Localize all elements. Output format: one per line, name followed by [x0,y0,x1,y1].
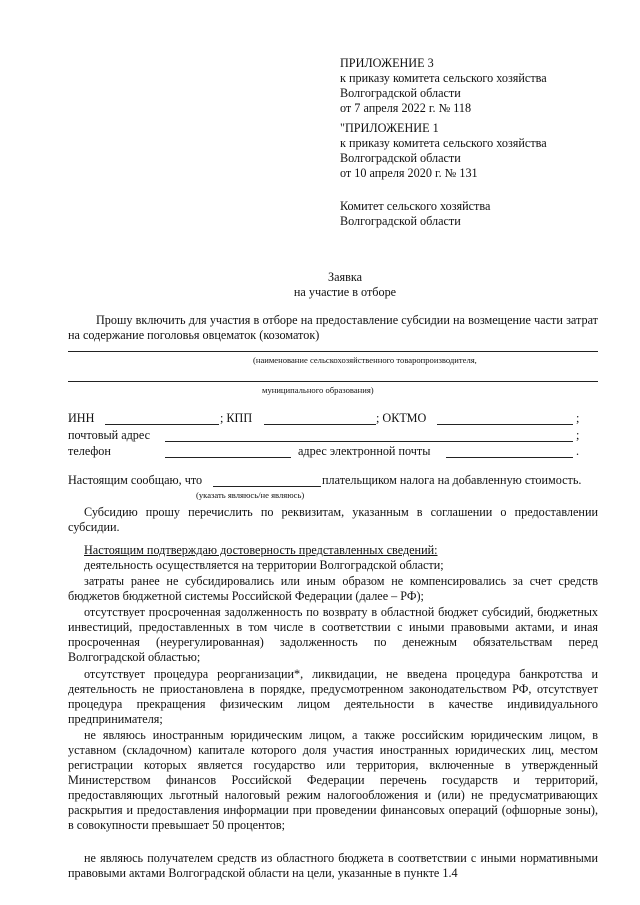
confirm-title: Настоящим подтверждаю достоверность представленных сведений: [84,543,438,557]
subsidy-paragraph: Субсидию прошу перечислить по реквизитам, указанным в соглашении о предоставлении субсидии. [68,505,598,534]
postal-address-field[interactable] [165,441,573,442]
email-field[interactable] [446,457,573,458]
appendix-3-block [340,56,610,116]
phone-field[interactable] [165,457,291,458]
postal-label: почтовый адрес [68,428,151,442]
inn-label: ИНН [68,411,95,425]
kpp-label: ; КПП [220,411,253,425]
oktmo-field[interactable] [437,424,573,425]
vat-prefix: Настоящим сообщаю, что [68,473,203,487]
phone-label: телефон [68,444,111,458]
vat-hint: (указать являюсь/не являюсь) [196,490,305,500]
kpp-field[interactable] [264,424,376,425]
confirm-item: затраты ранее не субсидировались или иным образом не компенсировались за счет средств бюджетов бюджетной системы Российской Федерации (далее – РФ); [68,574,598,603]
intro-paragraph: Прошу включить для участия в отборе на предоставление субсидии на возмещение части затрат на содержание поголовья овцематок (козоматок) [68,313,598,342]
header-line: от 7 апреля 2022 г. № 118 [340,101,472,115]
inn-field[interactable] [105,424,219,425]
header-line: к приказу комитета сельского хозяйства [340,71,547,85]
header-line: "ПРИЛОЖЕНИЕ 1 [340,121,439,135]
confirm-item: не являюсь получателем средств из областного бюджета в соответствии с иными нормативными правовыми актами Волгоградской области на цели, указанные в пункте 1.4 [68,851,598,880]
appendix-1-block [340,121,610,181]
header-line: Комитет сельского хозяйства [340,199,491,213]
vat-suffix: плательщиком налога на добавленную стоимость. [322,473,582,487]
semicolon: ; [576,428,580,442]
header-line: ПРИЛОЖЕНИЕ 3 [340,56,434,70]
confirm-item: не являюсь иностранным юридическим лицом, а также российским юридическим лицом, в уставном (складочном) капитале которого доля участия иностранных юридических лиц, местом регистрации которых является государство или территория, включенные в утвержденный Министерством финансов Российской Федерации перечень государств и территорий, предоставляющих льготный налоговый режим налогообложения и (или) не предусматривающих раскрытия и предоставления информации при проведении финансовых операций (офшорные зоны), в совокупности превышает 50 процентов; [68,728,598,832]
municipality-line[interactable] [68,381,598,382]
email-label: адрес электронной почты [298,444,431,458]
municipality-caption: муниципального образования) [262,385,374,395]
header-line: Волгоградской области [340,214,461,228]
oktmo-label: ; ОКТМО [376,411,427,425]
title-line-1: Заявка [327,270,363,284]
header-line: Волгоградской области [340,151,461,165]
header-line: Волгоградской области [340,86,461,100]
semicolon: ; [576,411,580,425]
confirm-item: отсутствует процедура реорганизации*, ликвидации, не введена процедура банкротства и деятельность не приостановлена в порядке, предусмотренном законодательством РФ, отсутствует процедура прекращения физическим лицом деятельности в качестве индивидуального предпринимателя; [68,667,598,726]
title-line-2: на участие в отборе [293,285,397,299]
confirm-item: деятельность осуществляется на территории Волгоградской области; [84,558,444,572]
producer-name-line[interactable] [68,351,598,352]
header-line: от 10 апреля 2020 г. № 131 [340,166,478,180]
addressee-block [340,199,610,229]
header-line: к приказу комитета сельского хозяйства [340,136,547,150]
period: . [576,444,580,458]
document-title [0,270,640,300]
confirm-item: отсутствует просроченная задолженность по возврату в областной бюджет субсидий, бюджетных инвестиций, предоставленных в том числе в соответствии с иными правовыми актами, и иная просроченная (неурегулированная) задолженность по денежным обязательствам перед Волгоградской областью; [68,605,598,664]
producer-caption: (наименование сельскохозяйственного товаропроизводителя, [253,355,477,365]
vat-status-field[interactable] [213,486,321,487]
